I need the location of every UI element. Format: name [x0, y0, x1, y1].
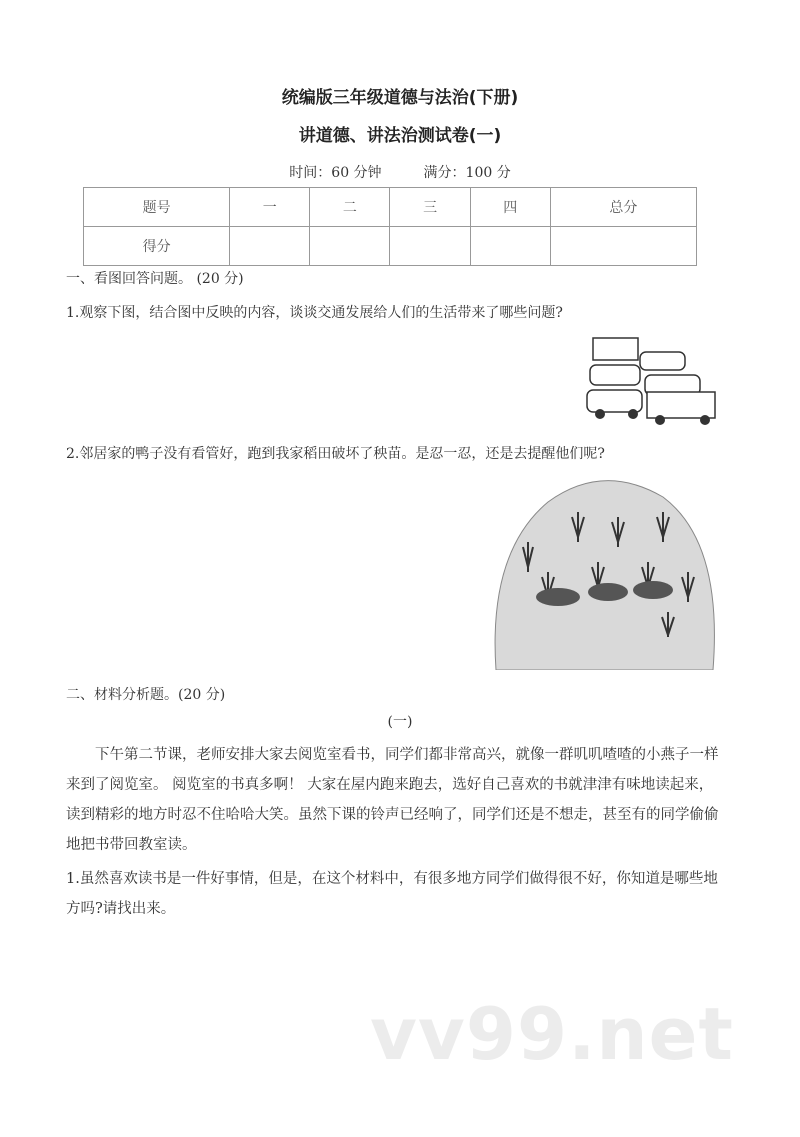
- car-icon: [587, 390, 642, 412]
- table-row: [84, 188, 697, 227]
- row-label: 得分: [84, 227, 230, 266]
- table-row: [84, 227, 697, 266]
- exam-meta: 时间：60 分钟 满分：100 分: [289, 165, 511, 181]
- score-cell: [310, 227, 390, 266]
- section2-heading: 二、材料分析题。(20 分): [66, 687, 226, 703]
- car-icon: [590, 365, 640, 385]
- table-header: 四: [470, 188, 550, 227]
- score-table: [83, 187, 697, 266]
- table-header: 总分: [550, 188, 696, 227]
- traffic-jam-illustration: [585, 330, 720, 425]
- question-2: 2.邻居家的鸭子没有看管好，跑到我家稻田破坏了秧苗。是忍一忍，还是去提醒他们呢?: [66, 446, 605, 462]
- score-cell: [550, 227, 696, 266]
- page-title: 统编版三年级道德与法治(下册): [281, 88, 519, 108]
- table-header: 二: [310, 188, 390, 227]
- material-paragraph: 下午第二节课，老师安排大家去阅览室看书，同学们都非常高兴，就像一群叽叽喳喳的小燕子一样来到了阅览室。 阅览室的书真多啊！ 大家在屋内跑来跑去，选好自己喜欢的书就津津有味地读起来，读到精彩的地方时忍不住哈哈大笑。虽然下课的铃声已经响了，同学们还是不想走，甚至有的同学偷偷地把书带回教室读。: [66, 747, 719, 853]
- score-cell: [230, 227, 310, 266]
- ducks-in-rice-field-illustration: [488, 472, 718, 670]
- car-icon: [640, 352, 685, 370]
- material-number: (一): [387, 714, 413, 730]
- table-header: 一: [230, 188, 310, 227]
- page-subtitle: 讲道德、讲法治测试卷(一): [298, 126, 502, 146]
- material-question-1: 1.虽然喜欢读书是一件好事情，但是，在这个材料中，有很多地方同学们做得很不好，你知道是哪些地方吗?请找出来。: [66, 871, 718, 917]
- score-cell: [470, 227, 550, 266]
- question-1: 1.观察下图，结合图中反映的内容，谈谈交通发展给人们的生活带来了哪些问题?: [66, 305, 563, 321]
- watermark: vv99.net: [370, 992, 734, 1076]
- truck-icon: [647, 392, 715, 418]
- table-header: 题号: [84, 188, 230, 227]
- section1-heading: 一、看图回答问题。 (20 分): [66, 271, 244, 287]
- table-header: 三: [390, 188, 470, 227]
- score-cell: [390, 227, 470, 266]
- truck-icon: [593, 338, 638, 360]
